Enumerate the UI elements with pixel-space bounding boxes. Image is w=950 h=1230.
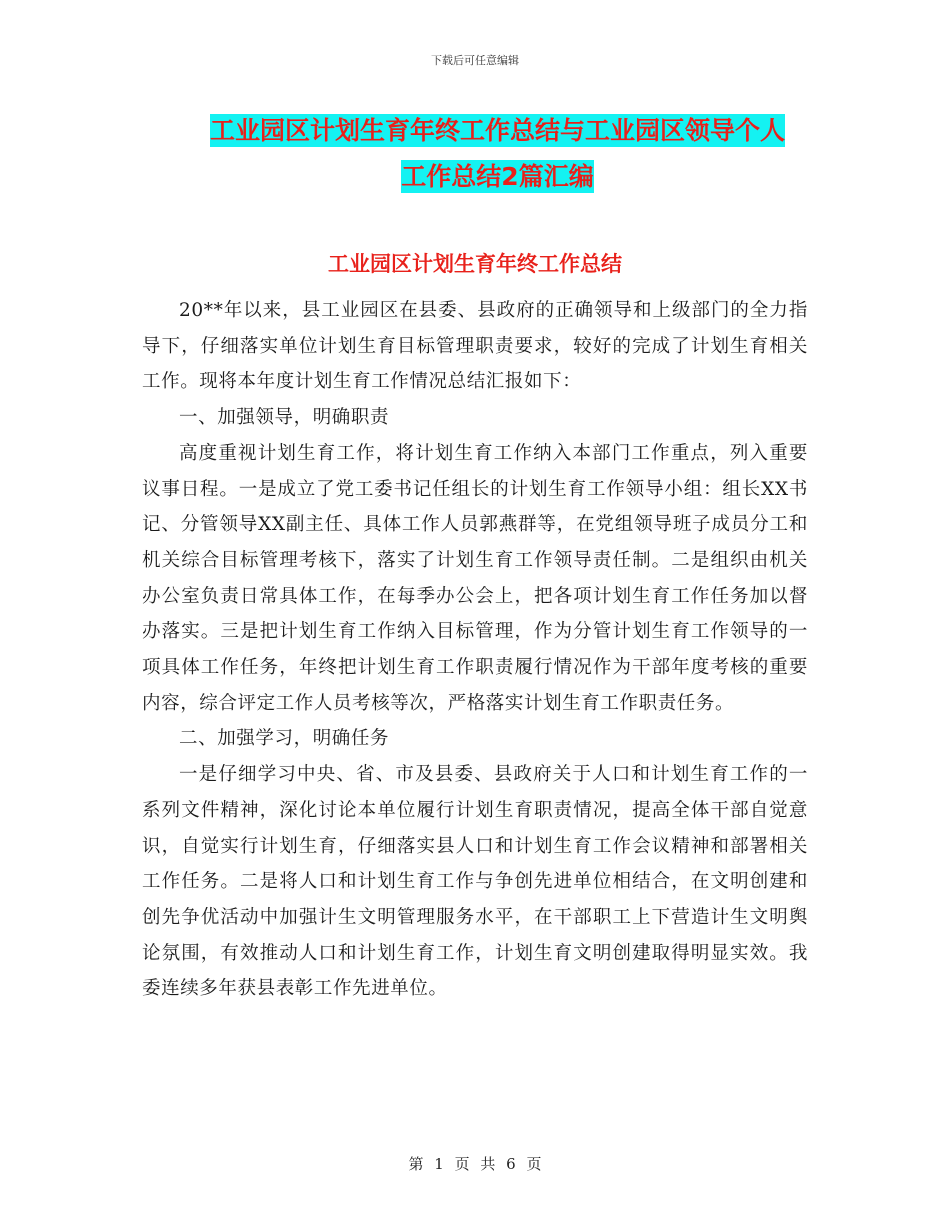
page-header-note: 下载后可任意编辑	[431, 54, 519, 67]
paragraph-study: 一是仔细学习中央、省、市及县委、县政府关于人口和计划生育工作的一系列文件精神，深化讨论本单位履行计划生育职责情况，提高全体干部自觉意识，自觉实行计划生育，仔细落实县人口和计划生育工作会议精神和部署相关工作任务。二是将人口和计划生育工作与争创先进单位相结合，在文明创建和创先争优活动中加强计生文明管理服务水平，在干部职工上下营造计生文明舆论氛围，有效推动人口和计划生育工作，计划生育文明创建取得明显实效。我委连续多年获县表彰工作先进单位。	[142, 764, 808, 1000]
document-title	[190, 108, 805, 200]
document-body	[142, 293, 808, 1007]
heading-2: 二、加强学习，明确任务	[179, 728, 390, 750]
section-title: 工业园区计划生育年终工作总结	[328, 252, 622, 276]
page-number: 第 1 页 共 6 页	[408, 1155, 542, 1173]
document-title-line-2: 工作总结2篇汇编	[401, 162, 594, 191]
paragraph-intro: 20**年以来，县工业园区在县委、县政府的正确领导和上级部门的全力指导下，仔细落实单位计划生育目标管理职责要求，较好的完成了计划生育相关工作。现将本年度计划生育工作情况总结汇报如下：	[142, 300, 808, 393]
document-title-line-1: 工业园区计划生育年终工作总结与工业园区领导个人	[209, 116, 785, 145]
heading-1: 一、加强领导，明确职责	[179, 407, 390, 429]
paragraph-leadership: 高度重视计划生育工作，将计划生育工作纳入本部门工作重点，列入重要议事日程。一是成立了党工委书记任组长的计划生育工作领导小组：组长XX书记、分管领导XX副主任、具体工作人员郭燕群等，在党组领导班子成员分工和机关综合目标管理考核下，落实了计划生育工作领导责任制。二是组织由机关办公室负责日常具体工作，在每季办公会上，把各项计划生育工作任务加以督办落实。三是把计划生育工作纳入目标管理，作为分管计划生育工作领导的一项具体工作任务，年终把计划生育工作职责履行情况作为干部年度考核的重要内容，综合评定工作人员考核等次，严格落实计划生育工作职责任务。	[142, 442, 808, 714]
